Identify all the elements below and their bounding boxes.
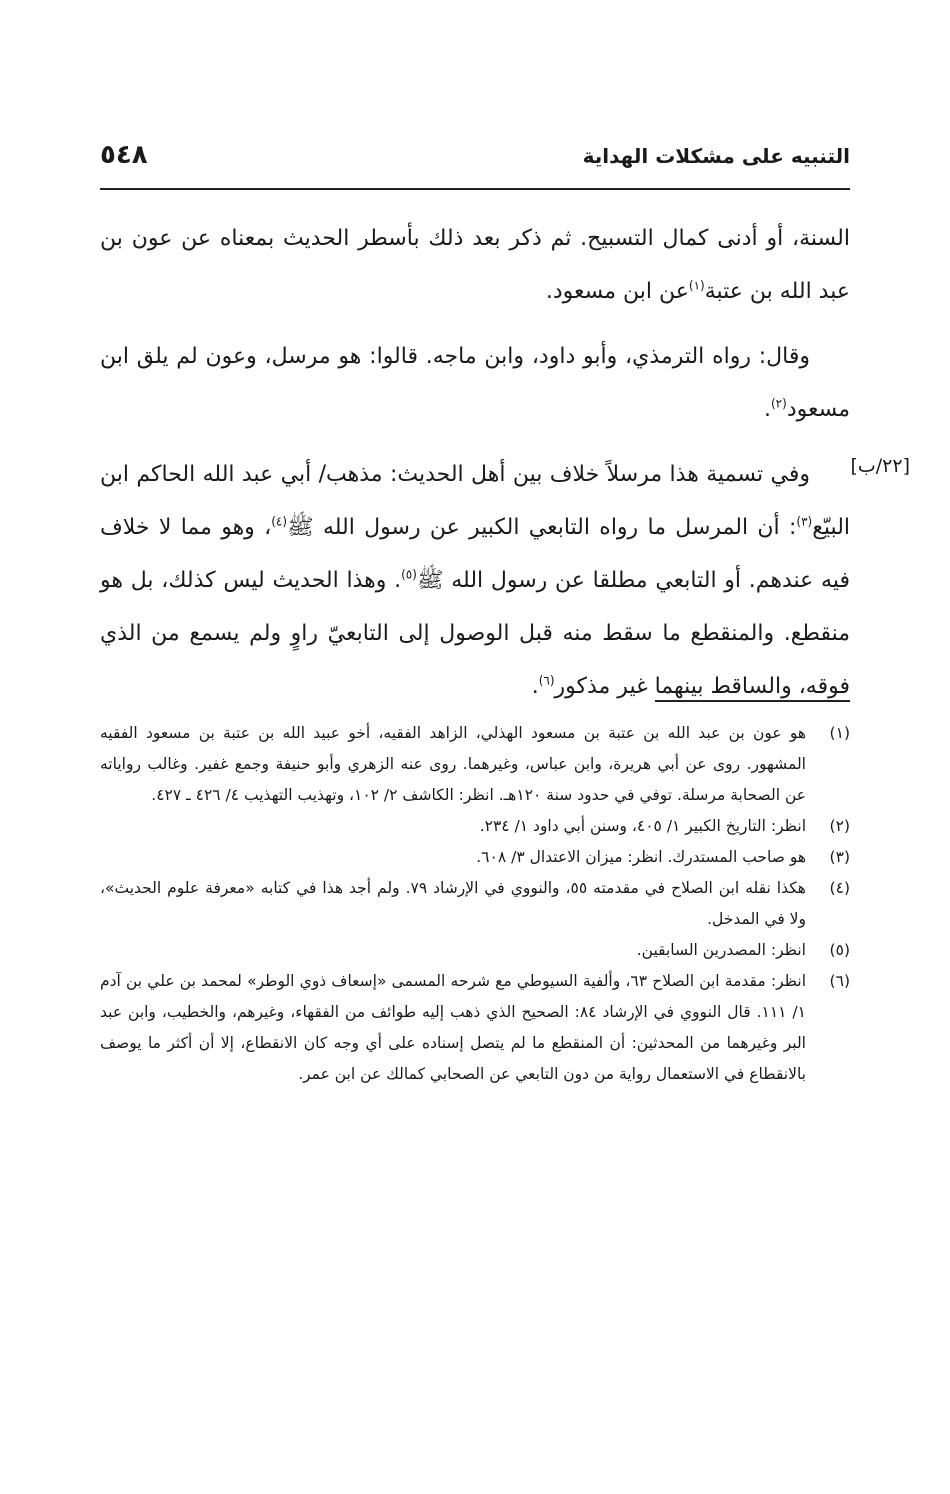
footnote-number: (٢) — [829, 817, 850, 835]
main-text — [100, 212, 850, 725]
paragraph-1: السنة، أو أدنى كمال التسبيح. ثم ذكر بعد ذلك بأسطر الحديث بمعناه عن عون بن عبد الله بن عتبة$^{(١)}$عن ابن مسعود. — [100, 226, 850, 304]
footnote-number: (٣) — [829, 848, 850, 866]
footnote-ref-4: (٤) — [271, 514, 288, 529]
footnote-number: (٦) — [829, 972, 850, 990]
book-title: التنبيه على مشكلات الهداية — [582, 144, 850, 168]
margin-folio-note: [٢٢/ب] — [850, 455, 910, 477]
footnote-number: (٤) — [829, 879, 850, 897]
footnote-ref-3: (٣) — [796, 514, 813, 529]
paragraph-3: وفي تسمية هذا مرسلاً خلاف بين أهل الحديث: مذهب/ أبي عبد الله الحاكم ابن البيّع$^{(٣)}$: أن المرسل ما رواه التابعي الكبير عن رسول الله ﷺ$^{(٤)}$، وهو مما لا خلاف فيه عندهم. أو التابعي مطلقا عن رسول الله ﷺ$^{(٥)}$. وهذا الحديث ليس كذلك، بل هو منقطع. والمنقطع ما سقط منه قبل الوصول إلى التابعيّ راوٍ ولم يسمع من الذي فوقه، والساقط بينهما غير مذكور$^{(٦)}$. — [100, 462, 851, 699]
page-header — [100, 140, 850, 186]
footnotes — [100, 718, 850, 1090]
footnote — [100, 873, 850, 935]
footnote — [100, 842, 850, 873]
footnote-number: (٥) — [829, 941, 850, 959]
header-rule — [100, 188, 850, 190]
footnote — [100, 966, 850, 1090]
footnote — [100, 935, 850, 966]
footnote-separator — [655, 700, 850, 702]
footnote-text: هو صاحب المستدرك. انظر: ميزان الاعتدال ٣/ ٦٠٨. — [476, 848, 806, 866]
footnote-text: هو عون بن عبد الله بن عتبة بن مسعود الهذلي، الزاهد الفقيه، أخو عبيد الله بن عتبة بن مسعود الفقيه المشهور. روى عن أبي هريرة، وابن عباس، وغيرهما. روى عنه الزهري وأبو حنيفة وجمع غفير. وغالب رواياته عن الصحابة مرسلة. توفي في حدود سنة ١٢٠هـ. انظر: الكاشف ٢/ ١٠٢، وتهذيب التهذيب ٤/ ٤٢٦ ـ ٤٢٧. — [100, 724, 806, 804]
footnote-ref-5: (٥) — [401, 567, 417, 582]
page-number: ٥٤٨ — [100, 140, 148, 170]
footnote-text: انظر: المصدرين السابقين. — [636, 941, 806, 959]
footnote-text: هكذا نقله ابن الصلاح في مقدمته ٥٥، والنووي في الإرشاد ٧٩. ولم أجد هذا في كتابه «معرفة علوم الحديث»، ولا في المدخل. — [100, 879, 806, 928]
footnote-ref-1: (١) — [688, 278, 705, 293]
footnote-ref-6: (٦) — [538, 673, 555, 688]
footnote — [100, 811, 850, 842]
footnote — [100, 718, 850, 811]
footnote-text: انظر: التاريخ الكبير ١/ ٤٠٥، وسنن أبي داود ١/ ٢٣٤. — [479, 817, 806, 835]
footnote-number: (١) — [829, 724, 850, 742]
footnote-ref-2: (٢) — [770, 396, 787, 411]
paragraph-2: وقال: رواه الترمذي، وأبو داود، وابن ماجه. قالوا: هو مرسل، وعون لم يلق ابن مسعود$^{(٢)}$. — [100, 344, 850, 422]
footnote-text: انظر: مقدمة ابن الصلاح ٦٣، وألفية السيوطي مع شرحه المسمى «إسعاف ذوي الوطر» لمحمد بن علي بن آدم ١/ ١١١. قال النووي في الإرشاد ٨٤: الصحيح الذي ذهب إليه طوائف من الفقهاء، وغيرهم، والخطيب، وابن عبد البر وغيرهما من المحدثين: أن المنقطع ما لم يتصل إسناده على أي وجه كان الانقطاع، إلا أن أكثر ما يوصف بالانقطاع في الاستعمال رواية من دون التابعي عن الصحابي كمالك عن ابن عمر. — [100, 972, 806, 1083]
